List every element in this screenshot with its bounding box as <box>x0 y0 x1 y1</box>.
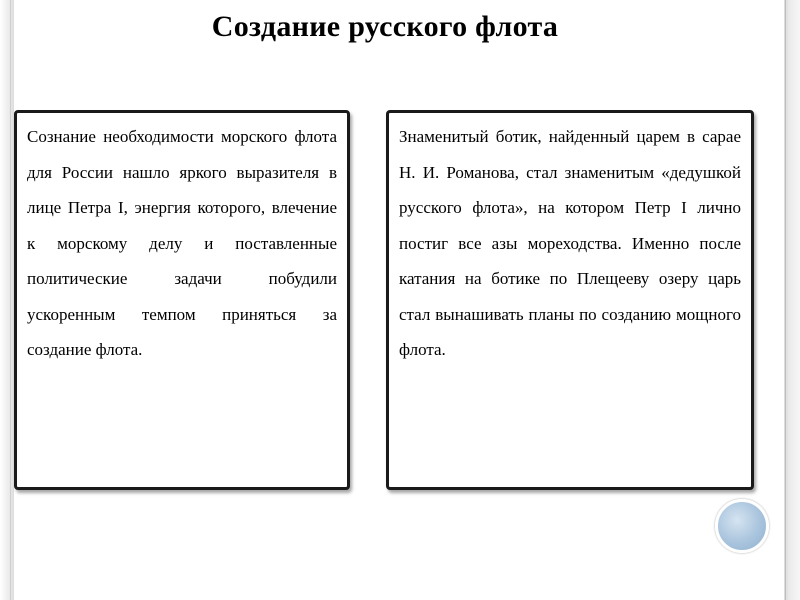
left-frame-decoration <box>0 0 14 600</box>
right-frame-line-inner <box>787 0 788 600</box>
left-text-content: Сознание необходимости морского флота для России нашло яркого выразителя в лице Петра I, энергия которого, влечение к морскому делу и поставленные политические задачи побудили ускоренным темпом приняться за создание флота. <box>27 127 337 359</box>
right-frame-line <box>785 0 786 600</box>
left-frame-line <box>10 0 11 600</box>
left-text-box <box>14 110 350 490</box>
slide-title: Создание русского флота <box>211 10 559 43</box>
right-text-box <box>386 110 754 490</box>
right-text-content: Знаменитый ботик, найденный царем в сарае Н. И. Романова, стал знаменитым «дедушкой русского флота», на котором Петр I лично постиг все азы мореходства. Именно после катания на ботике по Плещееву озеру царь стал вынашивать планы по созданию мощного флота. <box>399 127 741 359</box>
decorative-circle <box>715 499 769 553</box>
